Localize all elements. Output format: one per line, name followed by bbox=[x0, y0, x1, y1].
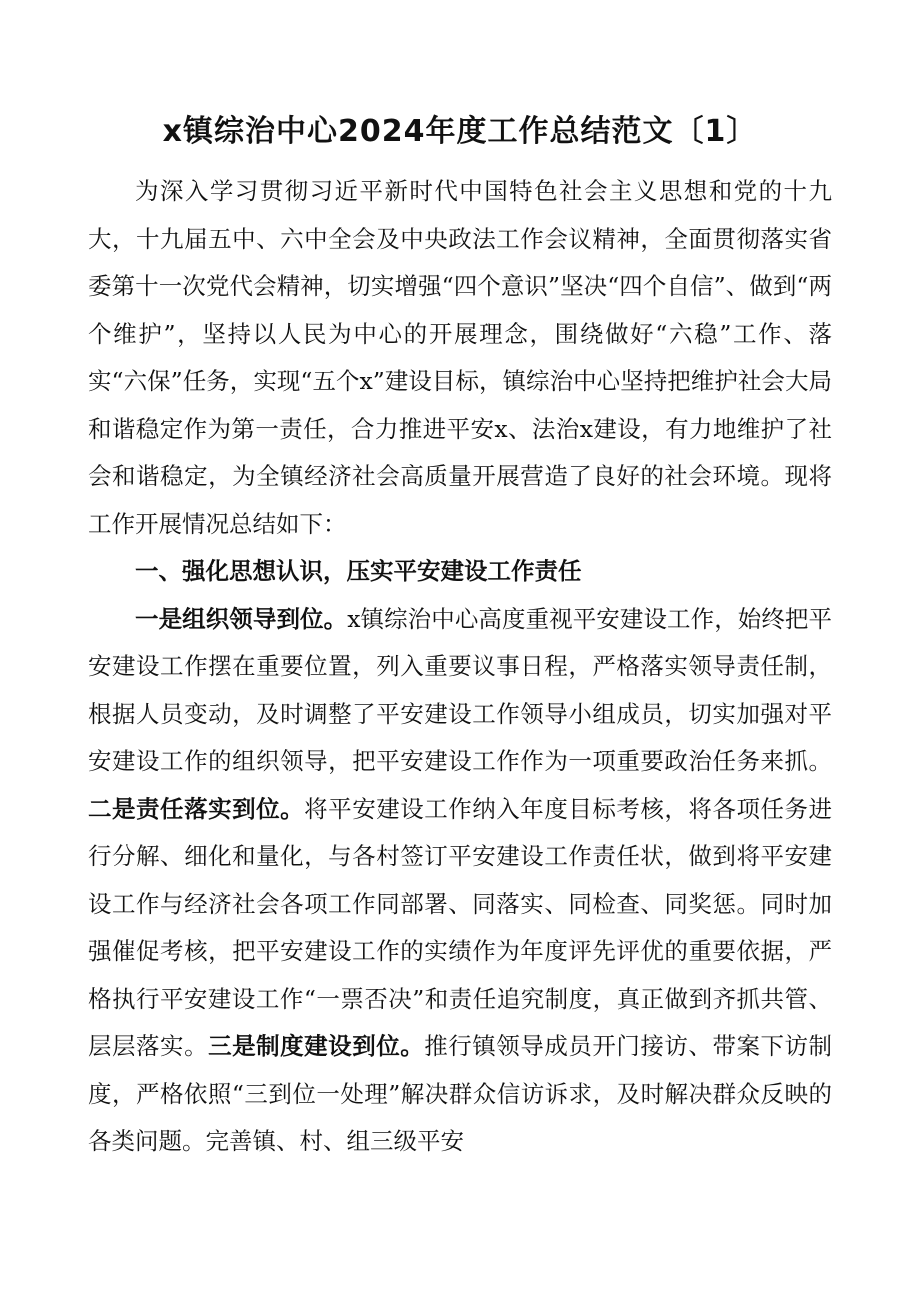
intro-paragraph: 为深入学习贯彻习近平新时代中国特色社会主义思想和党的十九大，十九届五中、六中全会及中央政法工作会议精神，全面贯彻落实省委第十一次党代会精神，切实增强“四个意识”坚决“四个自信”、做到“两个维护”，坚持以人民为中心的开展理念，围绕做好“六稳”工作、落实“六保”任务，实现“五个x”建设目标，镇综治中心坚持把维护社会大局和谐稳定作为第一责任，合力推进平安x、法治x建设，有力地维护了社会和谐稳定，为全镇经济社会高质量开展营造了良好的社会环境。现将工作开展情况总结如下： bbox=[88, 177, 832, 538]
point-1-text: x镇综治中心高度重视平安建设工作，始终把平安建设工作摆在重要位置，列入重要议事日程，严格落实领导责任制，根据人员变动，及时调整了平安建设工作领导小组成员，切实加强对平安建设工作的组织领导，把平安建设工作作为一项重要政治任务来抓。 bbox=[88, 604, 832, 775]
document-title: x镇综治中心2024年度工作总结范文〔1〕 bbox=[162, 114, 758, 149]
point-2-text: 将平安建设工作纳入年度目标考核，将各项任务进行分解、细化和量化，与各村签订平安建设工作责任状，做到将平安建设工作与经济社会各项工作同部署、同落实、同检查、同奖惩。同时加强催促考核，把平安建设工作的实绩作为年度评先评优的重要依据，严格执行平安建设工作“一票否决”和责任追究制度，真正做到齐抓共管、层层落实。 bbox=[88, 794, 833, 1060]
point-3-text: 推行镇领导成员开门接访、带案下访制度，严格依照“三到位一处理”解决群众信访诉求，及时解决群众反映的各类问题。完善镇、村、组三级平安 bbox=[88, 1032, 833, 1155]
point-2-lead: 二是责任落实到位。 bbox=[88, 794, 305, 823]
point-1-lead: 一是组织领导到位。 bbox=[135, 604, 348, 633]
section-1-paragraph bbox=[88, 596, 832, 1166]
point-3-lead: 三是制度建设到位。 bbox=[208, 1032, 425, 1060]
section-heading-1: 一、强化思想认识，压实平安建设工作责任 bbox=[135, 557, 582, 585]
